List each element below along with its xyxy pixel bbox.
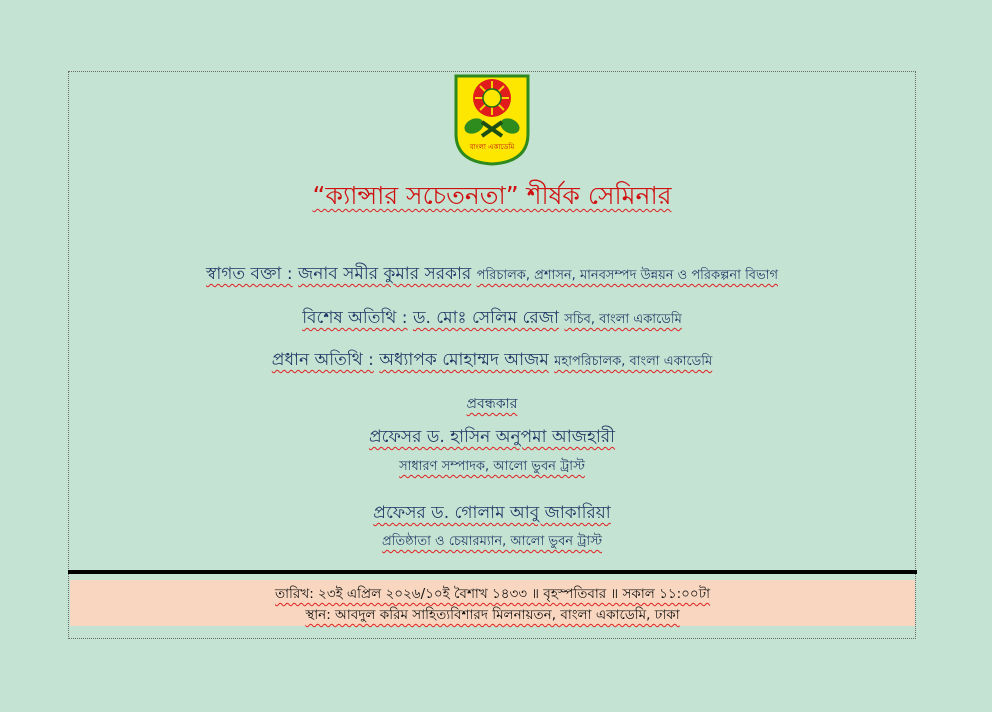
welcome-name: জনাব সমীর কুমার সরকার — [298, 264, 472, 284]
chief-guest-name: অধ্যাপক মোহাম্মদ আজম — [379, 350, 549, 370]
special-guest-designation: সচিব, বাংলা একাডেমি — [564, 312, 682, 327]
logo-text: বাংলা একাডেমি — [469, 143, 515, 151]
welcome-speaker-line — [68, 261, 916, 289]
special-guest-line — [68, 305, 916, 333]
divider-rule — [68, 570, 917, 574]
bangla-academy-logo — [454, 74, 530, 166]
event-details-footer — [70, 580, 915, 626]
welcome-designation: পরিচালক, প্রশাসন, মানবসম্পদ উন্নয়ন ও পরিকল্পনা বিভাগ — [476, 268, 778, 283]
presenters-heading: প্রবন্ধকার — [466, 396, 518, 412]
event-venue-line: স্থান: আবদুল করিম সাহিত্যবিশারদ মিলনায়তন, বাংলা একাডেমি, ঢাকা — [305, 607, 680, 623]
welcome-label: স্বাগত বক্তা : — [205, 264, 293, 284]
presenter1-name: প্রফেসর ড. হাসিন অনুপমা আজহারী — [368, 427, 616, 447]
seminar-title: “ক্যান্সার সচেতনতা” শীর্ষক সেমিনার — [312, 181, 672, 210]
special-guest-label: বিশেষ অতিথি : — [302, 308, 408, 328]
chief-guest-designation: মহাপরিচালক, বাংলা একাডেমি — [554, 354, 713, 369]
chief-guest-label: প্রধান অতিথি : — [271, 350, 374, 370]
presenter2-designation: প্রতিষ্ঠাতা ও চেয়ারম্যান, আলো ভুবন ট্রাস্ট — [381, 534, 602, 549]
chief-guest-line — [68, 347, 916, 375]
presenter2-name: প্রফেসর ড. গোলাম আবু জাকারিয়া — [373, 503, 611, 523]
special-guest-name: ড. মোঃ সেলিম রেজা — [412, 308, 559, 328]
event-date-line: তারিখ: ২৩ই এপ্রিল ২০২৬/১০ই বৈশাখ ১৪৩৩ ॥ বৃহস্পতিবার ॥ সকাল ১১:০০টা — [275, 586, 710, 602]
presenter1-designation: সাধারণ সম্পাদক, আলো ভুবন ট্রাস্ট — [399, 459, 585, 474]
